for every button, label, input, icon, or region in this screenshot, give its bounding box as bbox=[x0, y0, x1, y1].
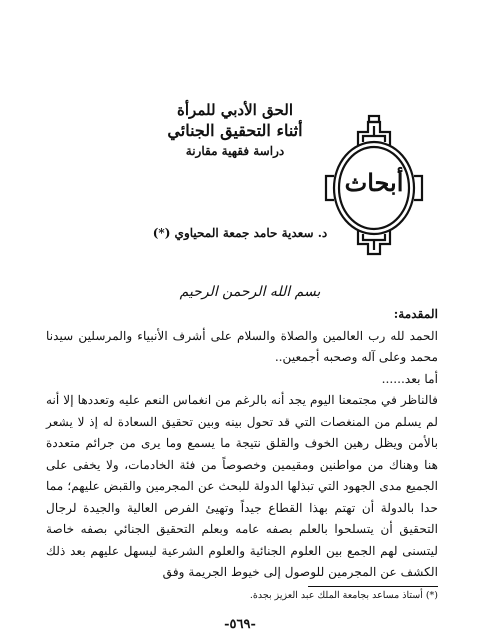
title-block bbox=[150, 100, 320, 160]
title-subtitle: دراسة فقهية مقارنة bbox=[185, 144, 285, 158]
basmala: بسم الله الرحمن الرحيم bbox=[179, 284, 321, 300]
article-body bbox=[46, 304, 438, 584]
title-line-1: الحق الأدبي للمرأة bbox=[177, 101, 293, 119]
emblem-word: أبحاث bbox=[344, 168, 404, 197]
footnote-divider bbox=[308, 586, 438, 587]
page-number: -٥٦٩- bbox=[224, 617, 256, 632]
abhath-emblem bbox=[318, 112, 430, 260]
section-heading: المقدمة: bbox=[393, 307, 438, 321]
paragraph-3: فالناظر في مجتمعنا اليوم يجد أنه بالرغم من انغماس النعم عليه وتعددها إلا أنه لم يسلم من المنغصات التي قد تحول بينه وبين تحقيق السعادة له إذ لا يشعر بالأمن ويظل رهين الخوف والقلق نتيجة ما يسمع وما يرى من جرائم متعددة هنا وهناك من مواطنين ومقيمين وخصوصاً من فئة الخادمات، ولا يخفى على الجميع مدى الجهود التي تبذلها الدولة للبحث عن المجرمين والقبض عليهم؛ مما حدا بالدولة أن تهتم بهذا القطاع جيداً وتهيئ الفرص العالية والجيدة لرجال التحقيق أن يتسلحوا بالعلم بصفه عامه وبعلم التحقيق الجنائي بصفه خاصة ليتسنى لهم الجمع بين العلوم الجنائية والعلوم الشرعية ليسهل عليهم بعد ذلك الكشف عن المجرمين للوصول إلى خيوط الجريمة وفق bbox=[46, 393, 438, 579]
paragraph-2: أما بعد...... bbox=[381, 371, 438, 386]
author-name: د. سعدية حامد جمعة المحياوي (*) bbox=[152, 226, 328, 240]
footnote: (*) أستاذ مساعد بجامعة الملك عبد العزيز بجدة. bbox=[249, 590, 438, 601]
title-line-2: أثناء التحقيق الجنائي bbox=[167, 121, 303, 140]
paragraph-1: الحمد لله رب العالمين والصلاة والسلام على أشرف الأنبياء والمرسلين سيدنا محمد وعلى آله وصحبه أجمعين.. bbox=[46, 328, 438, 364]
